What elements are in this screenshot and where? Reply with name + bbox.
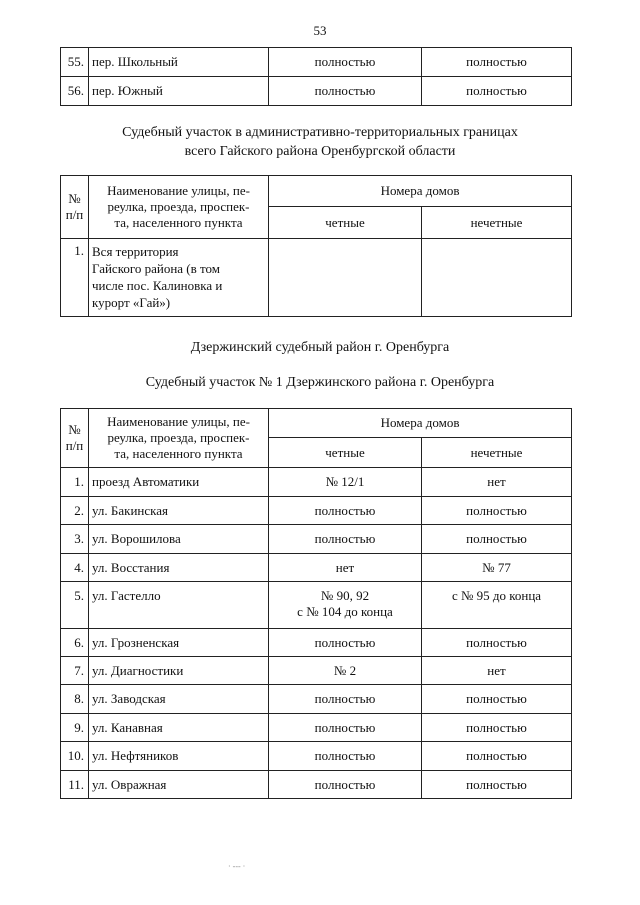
table-row: [61, 48, 572, 77]
street-name-line: курорт «Гай»): [92, 295, 171, 310]
table-row: [61, 714, 572, 742]
even-houses: № 12/1: [269, 468, 422, 497]
table-row: [61, 582, 572, 629]
row-number: 7.: [61, 657, 89, 685]
row-number: 10.: [61, 742, 89, 771]
odd-houses: полностью: [422, 525, 572, 554]
district-heading: Дзержинский судебный район г. Оренбурга: [190, 340, 450, 355]
row-number: 4.: [61, 554, 89, 582]
header-text: №: [68, 422, 81, 437]
header-text: Наименование улицы, пе-: [107, 183, 250, 198]
table-dzerzhinsky-section-1: [60, 408, 572, 799]
street-name: ул. Грозненская: [89, 629, 269, 657]
row-number: 8.: [61, 685, 89, 714]
street-name: ул. Восстания: [89, 554, 269, 582]
street-name: ул. Овражная: [89, 771, 269, 799]
even-houses-line: № 90, 92: [320, 588, 370, 603]
odd-houses: полностью: [422, 742, 572, 771]
section-heading-gai: [0, 123, 640, 161]
street-name: проезд Автоматики: [89, 468, 269, 497]
even-houses: полностью: [269, 525, 422, 554]
table-row: [61, 742, 572, 771]
street-name-line: Вся территория: [92, 244, 179, 259]
row-number: 56.: [61, 77, 89, 106]
row-number: 3.: [61, 525, 89, 554]
name-column-header: [89, 176, 269, 239]
even-houses: полностью: [269, 77, 422, 106]
even-houses: № 2: [269, 657, 422, 685]
section-heading-dzerzhinsky-1: Судебный участок № 1 Дзержинского района г. Оренбурга: [145, 375, 495, 390]
house-numbers-header: Номера домов: [269, 176, 572, 207]
street-name: ул. Заводская: [89, 685, 269, 714]
even-houses: полностью: [269, 685, 422, 714]
row-number: 5.: [61, 582, 89, 629]
even-houses: [269, 582, 422, 629]
even-houses: полностью: [269, 742, 422, 771]
row-number: 2.: [61, 497, 89, 525]
even-houses: полностью: [269, 714, 422, 742]
odd-column-header: нечетные: [422, 207, 572, 239]
street-name: ул. Ворошилова: [89, 525, 269, 554]
row-number: 6.: [61, 629, 89, 657]
street-name-line: числе пос. Калиновка и: [92, 278, 223, 293]
header-text: та, населенного пункта: [114, 446, 243, 461]
table-row: [61, 468, 572, 497]
page-number: 53: [313, 23, 327, 38]
odd-houses: полностью: [422, 629, 572, 657]
street-name: пер. Школьный: [89, 48, 269, 77]
even-houses: полностью: [269, 497, 422, 525]
street-name: ул. Гастелло: [89, 582, 269, 629]
odd-houses: нет: [422, 657, 572, 685]
table-row: [61, 239, 572, 317]
street-name: ул. Нефтяников: [89, 742, 269, 771]
odd-houses: полностью: [422, 48, 572, 77]
header-text: п/п: [65, 438, 84, 453]
odd-houses: полностью: [422, 771, 572, 799]
odd-houses: нет: [422, 468, 572, 497]
table-row: [61, 554, 572, 582]
odd-column-header: нечетные: [422, 438, 572, 468]
street-name: [89, 239, 269, 317]
odd-houses: полностью: [422, 714, 572, 742]
table-gai-district: [60, 175, 572, 317]
even-column-header: четные: [269, 438, 422, 468]
header-text: Наименование улицы, пе-: [107, 414, 250, 429]
odd-houses: с № 95 до конца: [422, 582, 572, 629]
table-row: [61, 629, 572, 657]
header-text: реулка, проезда, проспек-: [107, 199, 250, 214]
row-number: 55.: [61, 48, 89, 77]
header-text: та, населенного пункта: [114, 215, 243, 230]
table-row: [61, 685, 572, 714]
header-row: [61, 409, 572, 438]
even-houses: нет: [269, 554, 422, 582]
odd-houses: № 77: [422, 554, 572, 582]
even-houses: полностью: [269, 771, 422, 799]
even-houses: полностью: [269, 48, 422, 77]
header-text: №: [68, 191, 81, 206]
even-houses-line: с № 104 до конца: [297, 604, 393, 619]
scan-mark: · ‐‐‐ ·: [228, 862, 246, 871]
street-name: пер. Южный: [89, 77, 269, 106]
even-houses: [269, 239, 422, 317]
street-name: ул. Канавная: [89, 714, 269, 742]
row-number: 1.: [61, 239, 89, 317]
street-name: ул. Диагностики: [89, 657, 269, 685]
table-continuation: [60, 47, 572, 106]
odd-houses: полностью: [422, 77, 572, 106]
row-number: 9.: [61, 714, 89, 742]
table-row: [61, 657, 572, 685]
street-name: ул. Бакинская: [89, 497, 269, 525]
name-column-header: [89, 409, 269, 468]
number-column-header: [61, 409, 89, 468]
even-column-header: четные: [269, 207, 422, 239]
table-row: [61, 771, 572, 799]
table-row: [61, 77, 572, 106]
street-name-line: Гайского района (в том: [92, 261, 221, 276]
house-numbers-header: Номера домов: [269, 409, 572, 438]
table-row: [61, 525, 572, 554]
number-column-header: [61, 176, 89, 239]
even-houses: полностью: [269, 629, 422, 657]
row-number: 11.: [61, 771, 89, 799]
section-heading-line: Судебный участок в административно-территориальных границах: [122, 125, 518, 140]
header-row: [61, 176, 572, 207]
table-row: [61, 497, 572, 525]
section-heading-line: всего Гайского района Оренбургской области: [184, 144, 456, 159]
odd-houses: [422, 239, 572, 317]
odd-houses: полностью: [422, 497, 572, 525]
odd-houses: полностью: [422, 685, 572, 714]
row-number: 1.: [61, 468, 89, 497]
header-text: реулка, проезда, проспек-: [107, 430, 250, 445]
header-text: п/п: [65, 207, 84, 222]
